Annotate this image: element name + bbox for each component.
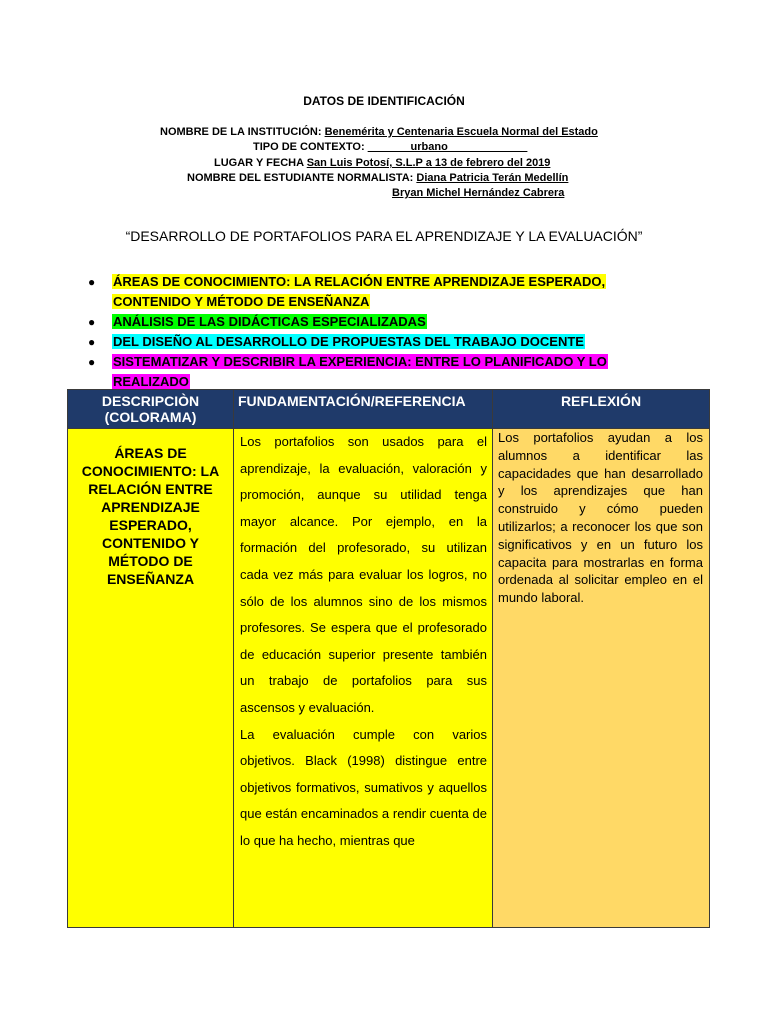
reflection-text: Los portafolios ayudan a los alumnos a identificar las capacidades que han desarrollado y los aprendizajes que han construido y cómo pueden utilizarlos; a reconocer los que son significativos y en un futuro los capacita para mostrarlas en forma ordenada al solicitar empleo en el mundo laboral. [498,430,703,606]
context-label: TIPO DE CONTEXTO: [253,141,365,153]
header-cell-reflexion: REFLEXIÓN [493,390,710,429]
student-name-2: Bryan Michel Hernández Cabrera [392,187,565,199]
bullet-text: DEL DISEÑO AL DESARROLLO DE PROPUESTAS DEL TRABAJO DOCENTE [113,334,584,349]
bullet-item-didacticas [88,312,608,332]
identification-title: DATOS DE IDENTIFICACIÓN [303,94,465,108]
fundamentacion-paragraph-2: La evaluación cumple con varios objetivos. Black (1998) distingue entre objetivos formativos, sumativos y aquellos que están encaminados a rendir cuenta de lo que ha hecho, mientras que [240,726,487,848]
cell-area [68,429,234,928]
student-line [187,172,568,184]
bullet-text: SISTEMATIZAR Y DESCRIBIR LA EXPERIENCIA: ENTRE LO PLANIFICADO Y LO [113,354,607,369]
student-label: NOMBRE DEL ESTUDIANTE NORMALISTA: [187,172,414,184]
table-row [68,429,710,928]
bullet-item-sistematizar [88,352,608,392]
bullet-dot-icon: ● [88,335,96,349]
cell-reflexion [493,429,710,928]
context-line [253,141,527,153]
header-cell-description: DESCRIPCIÒN (COLORAMA) [68,390,234,429]
cell-fundamentacion [234,429,493,928]
bullet-dot-icon: ● [88,275,96,289]
bullet-dot-icon: ● [88,315,96,329]
place-date-line [214,157,550,169]
student-name-1: Diana Patricia Terán Medellín [416,172,569,184]
header-cell-fundamentacion: FUNDAMENTACIÓN/REFERENCIA [234,390,493,429]
area-text: ÁREAS DE CONOCIMIENTO: LA RELACIÓN ENTRE APRENDIZAJE ESPERADO, CONTENIDO Y MÉTODO DE ENSEÑANZA [81,445,220,587]
bullet-text: ÁREAS DE CONOCIMIENTO: LA RELACIÓN ENTRE APRENDIZAJE ESPERADO, [113,274,606,289]
table-header-row [68,390,710,429]
portfolio-table [67,389,710,928]
bullet-text: ANÁLISIS DE LAS DIDÁCTICAS ESPECIALIZADAS [113,314,426,329]
institution-value: Benemérita y Centenaria Escuela Normal del Estado [324,126,598,138]
fundamentacion-text [234,429,492,927]
institution-line [160,126,598,138]
topic-bullet-list [88,272,608,392]
fundamentacion-paragraph-1: Los portafolios son usados para el aprendizaje, la evaluación, valoración y promoción, aunque su utilidad tenga mayor alcance. Por ejemplo, en la formación del profesorado, su utilizan cada vez más para evaluar los logros, no sólo de los alumnos sino de los mismos profesores. Se espera que el profesorado de educación superior presente también un trabajo de portafolios para sus ascensos y evaluación. [240,434,487,715]
place-date-value: San Luis Potosí, S.L.P a 13 de febrero del 2019 [306,157,551,169]
place-date-label: LUGAR Y FECHA [214,157,304,169]
context-value: _______urbano_____________ [367,141,528,153]
institution-label: NOMBRE DE LA INSTITUCIÓN: [160,126,322,138]
bullet-text: CONTENIDO Y MÉTODO DE ENSEÑANZA [113,294,370,309]
student-line-2 [392,187,564,199]
bullet-dot-icon: ● [88,355,96,369]
document-main-title: “DESARROLLO DE PORTAFOLIOS PARA EL APRENDIZAJE Y LA EVALUACIÓN” [125,228,643,244]
bullet-text: REALIZADO [113,374,189,389]
bullet-item-areas [88,272,608,312]
bullet-item-diseno [88,332,608,352]
